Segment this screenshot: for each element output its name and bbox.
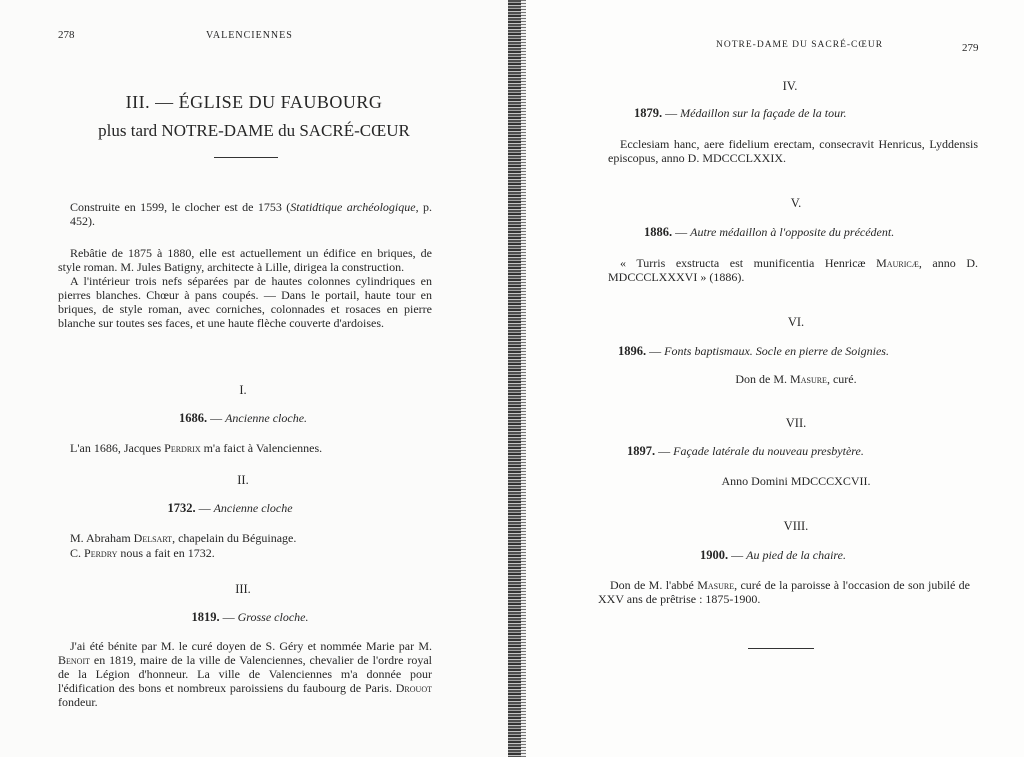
inscription-6-name: Masure [790, 372, 827, 386]
section-title-5: Autre médaillon à l'opposite du précédent. [690, 225, 895, 239]
inscription-6 [526, 372, 1024, 386]
section-numeral-8: VIII. [783, 519, 809, 533]
section-heading-1 [0, 411, 486, 425]
left-page [0, 0, 508, 757]
section-year-3: 1819. [191, 610, 220, 624]
inscription-3-b: en 1819, maire de la ville de Valenciennes, chevalier de l'ordre royal de la Légion d'honneur. La ville de Valenciennes m'a donnée pour l'édification des bons et nombreux paroissiens du faubourg de Paris. [58, 653, 432, 695]
section-title-4: Médaillon sur la façade de la tour. [680, 106, 847, 120]
inscription-3-founder: Drouot [395, 681, 432, 695]
inscription-8 [598, 578, 970, 606]
section-heading-2 [0, 501, 460, 515]
dash: — [210, 411, 223, 425]
inscription-2-name: Delsart [133, 531, 173, 545]
inscription-2-line2 [70, 546, 215, 560]
inscription-5-name: Mauricæ [876, 256, 919, 270]
inscription-5 [608, 256, 978, 284]
section-year-2: 1732. [167, 501, 196, 515]
inscription-7: Anno Domini MDCCCXCVII. [721, 474, 871, 488]
dash: — [649, 344, 662, 358]
title-rule [214, 157, 278, 158]
section-heading-7 [627, 444, 864, 458]
section-title-3: Grosse cloche. [237, 610, 309, 624]
intro-source: Statidtique archéologique [290, 200, 416, 214]
dash: — [665, 106, 678, 120]
inscription-2-line2-b: nous a fait en 1732. [117, 546, 215, 560]
section-year-4: 1879. [634, 106, 663, 120]
paragraph-interior: A l'intérieur trois nefs séparées par de hautes colonnes cylindriques en pierres blanches. Chœur à pans coupés. — Dans le portail, haute tour en briques, de style roman, avec corniches, colonnades et rosaces en pierre blanche sur toutes ses faces, et une haute flèche couverte d'ardoises. [58, 274, 432, 330]
inscription-8-name: Masure [697, 578, 735, 592]
page-number-left: 278 [58, 29, 75, 41]
section-heading-4 [634, 106, 846, 120]
inscription-5-a: « Turris exstructa est munificentia Henricæ [620, 256, 877, 270]
inscription-2-line2-a: C. [70, 546, 85, 560]
inscription-2-line1 [70, 531, 296, 545]
section-numeral-7: VII. [785, 416, 807, 430]
section-year-1: 1686. [178, 411, 208, 425]
chapter-title [0, 92, 508, 113]
section-title-2: Ancienne cloche [213, 501, 293, 515]
intro-tail: , p. 452). [70, 200, 433, 228]
inscription-4-text: Ecclesiam hanc, aere fidelium erectam, consecravit Henricus, Lyddensis episcopus, anno D. MDCCCLXXIX. [608, 137, 978, 165]
inscription-3-c: fondeur. [58, 695, 98, 709]
subtitle-pre: plus tard [98, 121, 162, 140]
closing-rule [748, 648, 814, 649]
inscription-2-founder: Perdry [84, 546, 118, 560]
section-numeral-4: IV. [782, 79, 798, 93]
running-header-right: NOTRE-DAME DU SACRÉ-CŒUR [716, 40, 884, 50]
section-year-5: 1886. [644, 225, 673, 239]
section-year-8: 1900. [700, 548, 729, 562]
inscription-1-a: L'an 1686, Jacques [70, 441, 165, 455]
inscription-2-line1-b: , chapelain du Béguinage. [172, 531, 297, 545]
inscription-2-line1-a: M. Abraham [70, 531, 134, 545]
inscription-8-a: Don de M. l'abbé [610, 578, 698, 592]
section-title-1: Ancienne cloche. [225, 411, 308, 425]
dash: — [222, 610, 235, 624]
intro-paragraph [70, 200, 432, 228]
subtitle-end: SACRÉ-CŒUR [299, 121, 410, 140]
chapter-subtitle [0, 121, 508, 141]
dash: — [658, 444, 671, 458]
page-number-right: 279 [962, 42, 979, 54]
inscription-6-b: , curé. [826, 372, 857, 386]
section-heading-8 [700, 548, 846, 562]
inscription-3-a: J'ai été bénite par M. le curé doyen de S. Géry et nommée Marie par M. [70, 639, 432, 653]
chapter-title-line1: III. — ÉGLISE DU FAUBOURG [125, 92, 383, 112]
subtitle-mid: du [273, 121, 300, 140]
dash: — [731, 548, 744, 562]
section-heading-6 [618, 344, 889, 358]
intro-text: Construite en 1599, le clocher est de 1753 ( [70, 200, 291, 214]
subtitle-caps: NOTRE-DAME [161, 121, 274, 140]
section-numeral-1: I. [239, 383, 247, 397]
section-title-7: Façade latérale du nouveau presbytère. [673, 444, 864, 458]
description-paragraphs [58, 246, 432, 330]
section-numeral-2: II. [237, 473, 249, 487]
section-numeral-6: VI. [787, 315, 805, 329]
section-year-7: 1897. [627, 444, 656, 458]
section-heading-3 [0, 610, 500, 624]
right-page [526, 0, 1024, 757]
inscription-1 [70, 441, 322, 455]
inscription-1-b: m'a faict à Valenciennes. [200, 441, 323, 455]
running-header-left: VALENCIENNES [206, 30, 293, 41]
inscription-3 [58, 639, 432, 709]
section-numeral-5: V. [790, 196, 802, 210]
inscription-5-b: , anno D. MDCCCLXXXVI » (1886). [608, 256, 978, 284]
inscription-1-name: Perdrix [164, 441, 201, 455]
section-year-6: 1896. [618, 344, 647, 358]
paragraph-rebuilt: Rebâtie de 1875 à 1880, elle est actuellement un édifice en briques, de style roman. M. Jules Batigny, architecte à Lille, dirigea la construction. [58, 246, 432, 274]
dash: — [675, 225, 688, 239]
inscription-4 [608, 137, 978, 165]
section-numeral-3: III. [235, 582, 251, 596]
book-gutter [508, 0, 526, 757]
section-title-8: Au pied de la chaire. [746, 548, 846, 562]
inscription-6-a: Don de M. [735, 372, 791, 386]
section-heading-5 [644, 225, 894, 239]
section-title-6: Fonts baptismaux. Socle en pierre de Soignies. [664, 344, 889, 358]
inscription-8-b: , curé de la paroisse à l'occasion de son jubilé de XXV ans de prêtrise : 1875-1900. [598, 578, 970, 606]
dash: — [198, 501, 211, 515]
inscription-3-mayor: Benoit [58, 653, 90, 667]
